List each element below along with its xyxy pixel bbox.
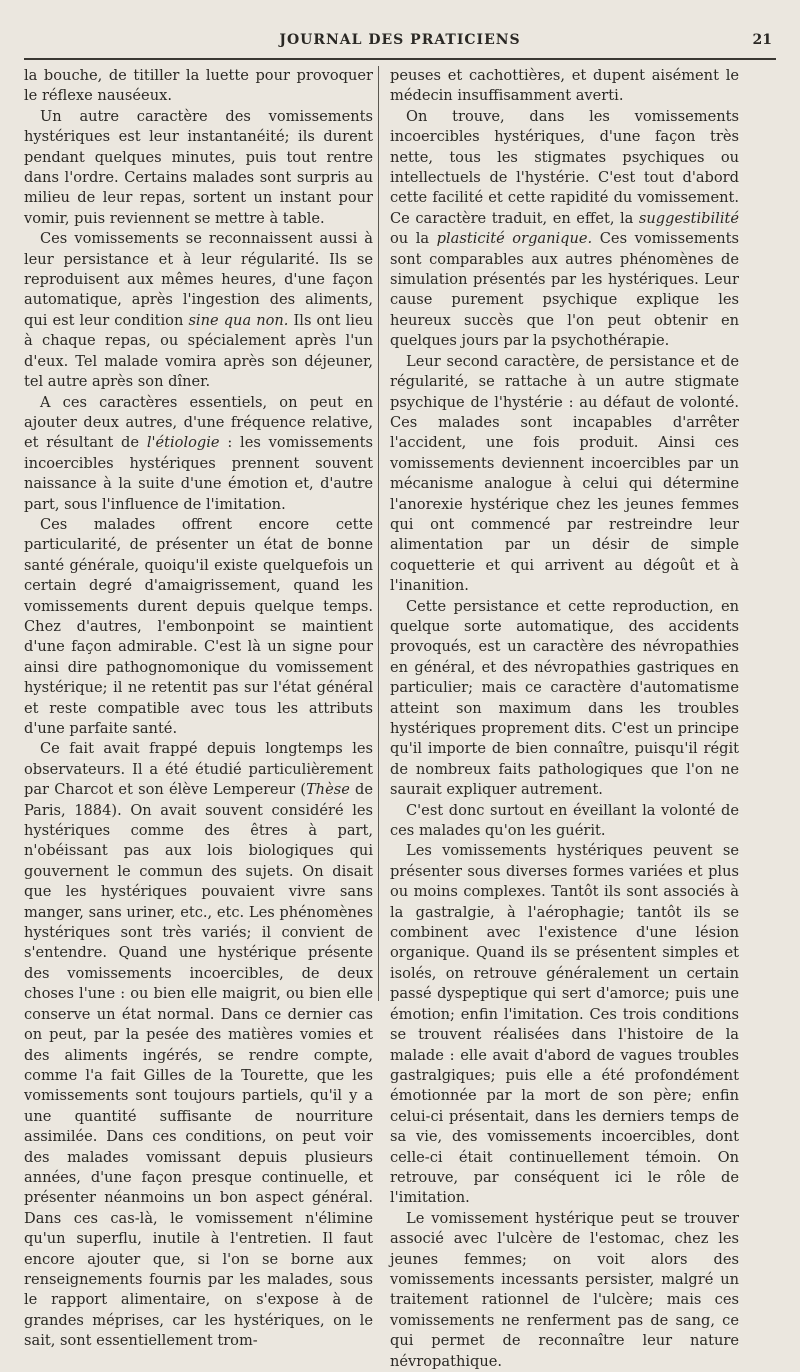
left-column bbox=[24, 66, 373, 1352]
italic-phrase: plasticité organique. bbox=[436, 230, 593, 248]
running-title: JOURNAL DES PRATICIENS bbox=[279, 32, 521, 48]
page-number: 21 bbox=[752, 32, 772, 48]
italic-phrase: suggestibilité bbox=[638, 209, 739, 227]
paragraph: Les vomissements hystériques peuvent se présenter sous diverses formes variées et plus ou moins complexes. Tantôt ils sont associés à la gastralgie, à l'aérophagie; tantôt ils se combinent avec l'existence d'une lésion organique. Quand ils se présentent simples et isolés, on retrouve généralement un certain passé dyspeptique qui sert d'amorce; puis une émotion; enfin l'imitation. Ces trois conditions se trouvent réalisées dans l'histoire de la malade : elle avait d'abord de vagues troubles gastralgiques; puis elle a été profondément émotionnée par la mort de son père; enfin celui-ci présentait, dans les derniers temps de sa vie, des vomissements incoercibles, dont celle-ci était continuellement témoin. On retrouve, par conséquent ici le rôle de l'imitation. bbox=[390, 842, 739, 1207]
paragraph: On trouve, dans les vomissements incoercibles hystériques, d'une façon très nette, tous les stigmates psychiques ou intellectuels de l'hystérie. C'est tout d'abord cette facilité et cette rapidité du vomissement. Ce caractère traduit, en effet, la suggestibilité ou la plasticité organique. Ces vomissements sont comparables aux autres phénomènes de simulation présentés par les hystériques. Leur cause purement psychique explique les heureux succès que l'on peut obtenir en quelques jours par la psychothérapie. bbox=[390, 107, 739, 350]
paragraph: Cette persistance et cette reproduction, en quelque sorte automatique, des accidents provoqués, est un caractère des névropathies en général, et des névropathies gastriques en particulier; mais ce caractère d'automatisme atteint son maximum dans les troubles hystériques proprement dits. C'est un principe qu'il importe de bien connaître, puisqu'il régit de nombreux faits pathologiques que l'on ne saurait expliquer autrement. bbox=[390, 597, 739, 799]
page-header bbox=[24, 28, 776, 56]
paragraph: A ces caractères essentiels, on peut en ajouter deux autres, d'une fréquence relative, et résultant de l'étiologie : les vomissements incoercibles hystériques prennent souvent naissance à la suite d'une émotion et, d'autre part, sous l'influence de l'imitation. bbox=[24, 393, 373, 513]
header-rule bbox=[24, 58, 776, 60]
italic-phrase: sine qua non. bbox=[188, 311, 289, 329]
paragraph: Leur second caractère, de persistance et de régularité, se rattache à un autre stigmate psychique de l'hystérie : au défaut de volonté. Ces malades sont incapables d'arrêter l'accident, une fois produit. Ainsi ces vomissements deviennent incoercibles par un mécanisme analogue à celui qui détermine l'anorexie hystérique chez les jeunes femmes qui ont commencé par restreindre leur alimentation par un désir de simple coquetterie et qui arrivent au dégoût et à l'inanition. bbox=[390, 352, 739, 595]
paragraph: Le vomissement hystérique peut se trouver associé avec l'ulcère de l'estomac, chez les jeunes femmes; on voit alors des vomissements incessants persister, malgré un traitement rationnel de l'ulcère; mais ces vomissements ne renferment pas de sang, ce qui permet de reconnaître leur nature névropathique. bbox=[390, 1209, 739, 1370]
paragraph: peuses et cachottières, et dupent aisément le médecin insuffisamment averti. bbox=[390, 67, 739, 105]
italic-phrase: Thèse bbox=[305, 781, 350, 799]
paragraph: Ces malades offrent encore cette particularité, de présenter un état de bonne santé générale, quoiqu'il existe quelquefois un certain degré d'amaigrissement, quand les vomissements durent depuis quelque temps. Chez d'autres, l'embonpoint se maintient d'une façon admirable. C'est là un signe pour ainsi dire pathognomonique du vomissement hystérique; il ne retentit pas sur l'état général et reste compatible avec tous les attributs d'une parfaite santé. bbox=[24, 515, 373, 737]
paragraph: Ce fait avait frappé depuis longtemps les observateurs. Il a été étudié particulièrement par Charcot et son élève Lempereur (Thèse de Paris, 1884). On avait souvent considéré les hystériques comme des êtres à part, n'obéissant pas aux lois biologiques qui gouvernent le commun des sujets. On disait que les hystériques pouvaient vivre sans manger, sans uriner, etc., etc. Les phénomènes hystériques sont très variés; il convient de s'entendre. Quand une hystérique présente des vomissements incoercibles, de deux choses l'une : ou bien elle maigrit, ou bien elle conserve un état normal. Dans ce dernier cas on peut, par la pesée des matières vomies et des aliments ingérés, se rendre compte, comme l'a fait Gilles de la Tourette, que les vomissements sont toujours partiels, qu'il y a une quantité suffisante de nourriture assimilée. Dans ces conditions, on peut voir des malades vomissant depuis plusieurs années, d'une façon presque continuelle, et présenter néanmoins un bon aspect général. Dans ces cas-là, le vomissement n'élimine qu'un superflu, inutile à l'entretien. Il faut encore ajouter que, si l'on se borne aux renseignements fournis par les malades, sous le rapport alimentaire, on s'expose à de grandes méprises, car les hystériques, on le sait, sont essentiellement trom- bbox=[24, 740, 373, 1350]
paragraph: Ces vomissements se reconnaissent aussi à leur persistance et à leur régularité. Ils se reproduisent aux mêmes heures, d'une façon automatique, après l'ingestion des aliments, qui est leur condition sine qua non. Ils ont lieu à chaque repas, ou spécialement après l'un d'eux. Tel malade vomira après son déjeuner, tel autre après son dîner. bbox=[24, 230, 373, 391]
column-divider bbox=[378, 66, 379, 1001]
paragraph: Un autre caractère des vomissements hystériques est leur instantanéité; ils durent pendant quelques minutes, puis tout rentre dans l'ordre. Certains malades sont surpris au milieu de leur repas, sortent un instant pour vomir, puis reviennent se mettre à table. bbox=[24, 107, 373, 227]
right-column bbox=[390, 66, 739, 1372]
paragraph: C'est donc surtout en éveillant la volonté de ces malades qu'on les guérit. bbox=[390, 801, 739, 840]
italic-phrase: l'étiologie bbox=[146, 434, 220, 452]
paragraph: la bouche, de titiller la luette pour provoquer le réflexe nauséeux. bbox=[24, 67, 373, 105]
